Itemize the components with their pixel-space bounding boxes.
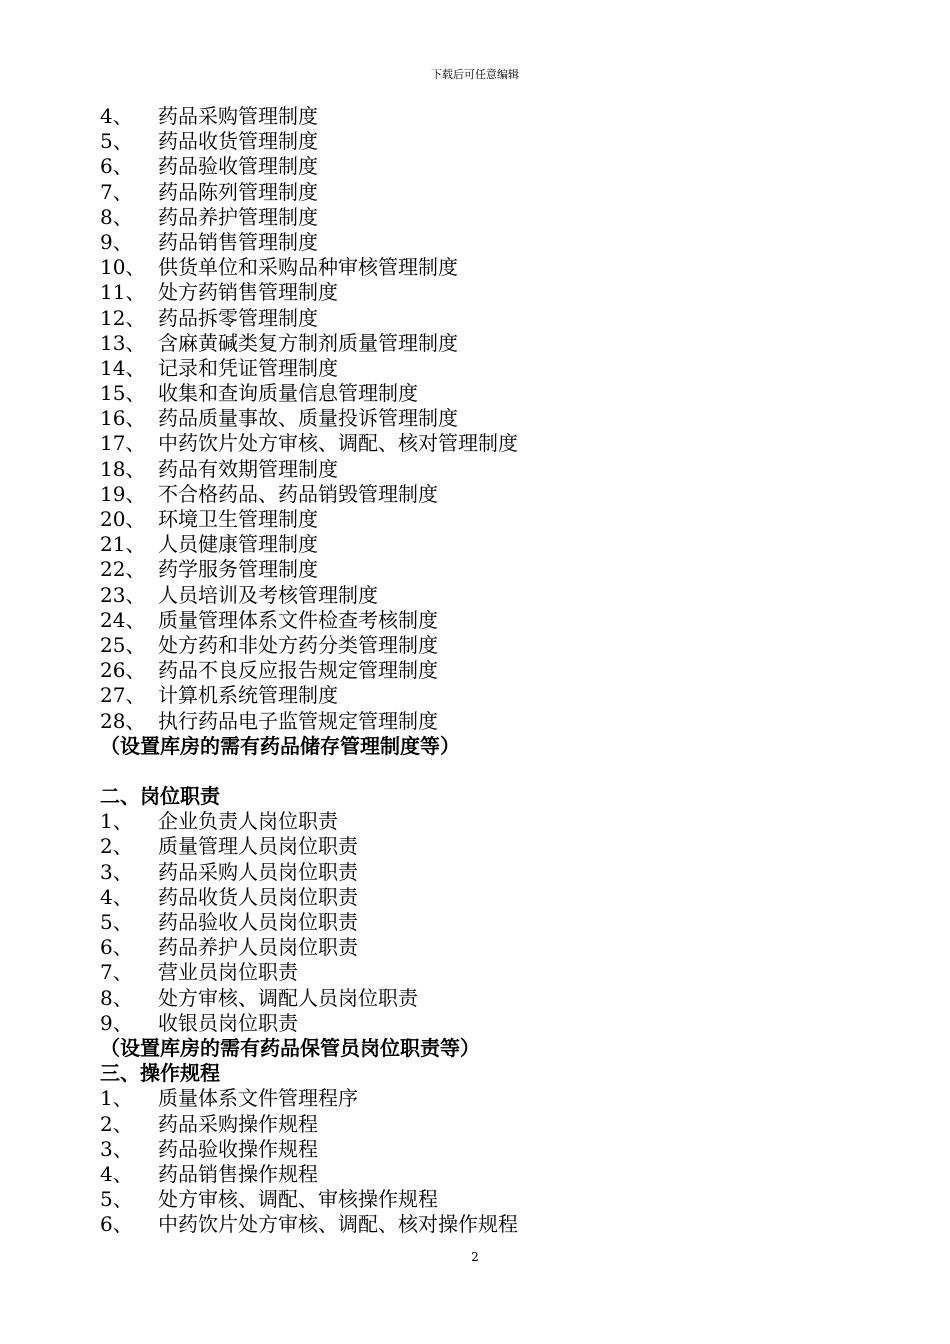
item-text: 处方药销售管理制度 xyxy=(158,280,338,305)
item-text: 药学服务管理制度 xyxy=(158,557,318,582)
item-number: 28、 xyxy=(100,708,146,733)
item-number: 16、 xyxy=(100,406,146,431)
document-body xyxy=(100,104,880,1237)
item-text: 药品采购操作规程 xyxy=(158,1111,318,1136)
list-item xyxy=(100,986,880,1011)
item-number: 1、 xyxy=(100,809,133,834)
item-text: 质量体系文件管理程序 xyxy=(158,1086,358,1111)
list-item xyxy=(100,306,880,331)
item-number: 4、 xyxy=(100,104,133,128)
list-item xyxy=(100,860,880,885)
list-item xyxy=(100,482,880,507)
item-number: 5、 xyxy=(100,910,133,934)
list-item xyxy=(100,457,880,482)
list-item xyxy=(100,557,880,582)
list-item xyxy=(100,280,880,305)
list-item xyxy=(100,960,880,985)
list-item xyxy=(100,1187,880,1212)
item-number: 15、 xyxy=(100,381,146,406)
item-text: 药品质量事故、质量投诉管理制度 xyxy=(158,406,458,431)
item-number: 8、 xyxy=(100,204,133,229)
item-text: 药品收货管理制度 xyxy=(158,129,318,154)
item-number: 17、 xyxy=(100,431,146,456)
list-item xyxy=(100,507,880,532)
item-number: 6、 xyxy=(100,935,133,960)
item-number: 9、 xyxy=(100,229,133,254)
item-text: 药品养护管理制度 xyxy=(158,204,318,229)
list-item xyxy=(100,205,880,230)
item-text: 药品验收人员岗位职责 xyxy=(158,910,358,934)
item-number: 1、 xyxy=(100,1086,133,1111)
list-item xyxy=(100,834,880,859)
list-item xyxy=(100,885,880,910)
item-number: 6、 xyxy=(100,154,133,179)
list-item xyxy=(100,935,880,960)
page-number: 2 xyxy=(471,1250,479,1264)
item-text: 人员健康管理制度 xyxy=(158,532,318,557)
section1-list xyxy=(100,104,880,734)
item-text: 药品销售操作规程 xyxy=(158,1161,318,1186)
section2-heading: 二、岗位职责 xyxy=(100,784,220,809)
item-number: 3、 xyxy=(100,859,133,884)
item-text: 收集和查询质量信息管理制度 xyxy=(158,381,418,406)
section2-list xyxy=(100,809,880,1036)
item-text: 药品收货人员岗位职责 xyxy=(158,884,358,909)
list-item xyxy=(100,1011,880,1036)
item-text: 企业负责人岗位职责 xyxy=(158,809,338,834)
item-text: 人员培训及考核管理制度 xyxy=(158,582,378,607)
item-number: 14、 xyxy=(100,355,146,380)
list-item xyxy=(100,1212,880,1237)
item-number: 10、 xyxy=(100,255,146,280)
list-item xyxy=(100,1162,880,1187)
section3-list xyxy=(100,1086,880,1237)
item-number: 24、 xyxy=(100,607,146,632)
item-text: 药品验收操作规程 xyxy=(158,1136,318,1161)
item-number: 6、 xyxy=(100,1212,133,1237)
item-text: 营业员岗位职责 xyxy=(158,960,298,985)
item-text: 药品陈列管理制度 xyxy=(158,179,318,204)
item-text: 药品采购人员岗位职责 xyxy=(158,859,358,884)
list-item xyxy=(100,431,880,456)
item-number: 2、 xyxy=(100,1111,133,1136)
list-item xyxy=(100,230,880,255)
section2-note: （设置库房的需有药品保管员岗位职责等） xyxy=(100,1035,480,1060)
list-item xyxy=(100,129,880,154)
section1-note: （设置库房的需有药品储存管理制度等） xyxy=(100,733,460,758)
item-text: 药品验收管理制度 xyxy=(158,154,318,179)
list-item xyxy=(100,683,880,708)
item-text: 药品拆零管理制度 xyxy=(158,305,318,330)
item-text: 处方审核、调配人员岗位职责 xyxy=(158,985,418,1010)
item-number: 11、 xyxy=(100,280,146,305)
item-number: 18、 xyxy=(100,456,146,481)
spacer xyxy=(100,759,880,784)
list-item xyxy=(100,381,880,406)
item-number: 4、 xyxy=(100,884,133,909)
item-text: 质量管理体系文件检查考核制度 xyxy=(158,607,438,632)
item-number: 13、 xyxy=(100,330,146,355)
item-number: 7、 xyxy=(100,179,133,204)
list-item xyxy=(100,709,880,734)
item-text: 质量管理人员岗位职责 xyxy=(158,834,358,859)
item-number: 8、 xyxy=(100,985,133,1010)
item-text: 环境卫生管理制度 xyxy=(158,507,318,531)
page-header: 下载后可任意编辑 xyxy=(431,68,519,81)
item-number: 4、 xyxy=(100,1161,133,1186)
item-number: 5、 xyxy=(100,129,133,154)
item-number: 9、 xyxy=(100,1010,133,1035)
item-text: 计算机系统管理制度 xyxy=(158,683,338,708)
list-item xyxy=(100,809,880,834)
item-text: 收银员岗位职责 xyxy=(158,1010,298,1035)
item-text: 处方药和非处方药分类管理制度 xyxy=(158,632,438,657)
list-item xyxy=(100,1137,880,1162)
list-item xyxy=(100,356,880,381)
item-text: 供货单位和采购品种审核管理制度 xyxy=(158,255,458,280)
item-number: 21、 xyxy=(100,532,146,557)
section3-heading: 三、操作规程 xyxy=(100,1061,220,1086)
item-number: 7、 xyxy=(100,960,133,985)
item-text: 药品不良反应报告规定管理制度 xyxy=(158,658,438,683)
list-item xyxy=(100,154,880,179)
list-item xyxy=(100,633,880,658)
list-item xyxy=(100,406,880,431)
item-number: 2、 xyxy=(100,834,133,859)
list-item xyxy=(100,255,880,280)
list-item xyxy=(100,104,880,129)
list-item xyxy=(100,658,880,683)
item-number: 5、 xyxy=(100,1187,133,1212)
list-item xyxy=(100,910,880,935)
item-text: 不合格药品、药品销毁管理制度 xyxy=(158,481,438,506)
item-number: 23、 xyxy=(100,582,146,607)
item-number: 3、 xyxy=(100,1136,133,1161)
item-number: 19、 xyxy=(100,481,146,506)
item-text: 记录和凭证管理制度 xyxy=(158,355,338,380)
list-item xyxy=(100,1112,880,1137)
item-text: 药品销售管理制度 xyxy=(158,229,318,254)
item-number: 25、 xyxy=(100,632,146,657)
list-item xyxy=(100,1086,880,1111)
item-text: 执行药品电子监管规定管理制度 xyxy=(158,708,438,733)
list-item xyxy=(100,180,880,205)
item-number: 12、 xyxy=(100,305,146,330)
list-item xyxy=(100,532,880,557)
item-text: 药品养护人员岗位职责 xyxy=(158,935,358,960)
item-text: 处方审核、调配、审核操作规程 xyxy=(158,1187,438,1212)
item-text: 含麻黄碱类复方制剂质量管理制度 xyxy=(158,330,458,355)
item-text: 药品有效期管理制度 xyxy=(158,456,338,481)
item-number: 27、 xyxy=(100,683,146,708)
list-item xyxy=(100,608,880,633)
item-number: 20、 xyxy=(100,507,146,531)
item-number: 26、 xyxy=(100,658,146,683)
item-text: 药品采购管理制度 xyxy=(158,104,318,128)
item-text: 中药饮片处方审核、调配、核对管理制度 xyxy=(158,431,518,456)
item-text: 中药饮片处方审核、调配、核对操作规程 xyxy=(158,1212,518,1237)
list-item xyxy=(100,583,880,608)
item-number: 22、 xyxy=(100,557,146,582)
list-item xyxy=(100,331,880,356)
